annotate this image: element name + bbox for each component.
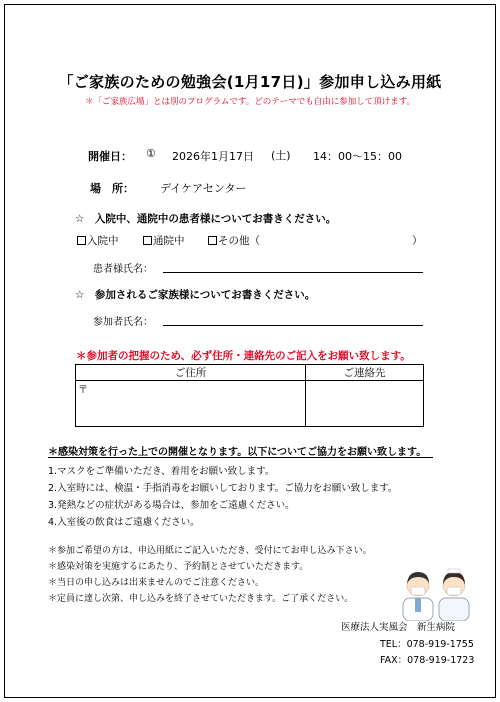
contact-required-note: ＊参加者の把握のため、必ず住所・連絡先のご記入をお願い致します。: [76, 350, 411, 362]
infection-item: 4.入室後の飲食はご遠慮ください。: [48, 517, 200, 528]
postal-mark: 〒: [78, 385, 88, 396]
infection-item: 2.入室時には、検温・手指消毒をお願いしております。ご協力をお願い致します。: [48, 483, 398, 494]
date-label: 開催日：: [88, 150, 132, 163]
participant-name-label: 参加者氏名：: [93, 317, 153, 328]
infection-divider: [48, 457, 433, 458]
other-checkbox[interactable]: [208, 236, 217, 245]
hospital-tel: TEL：078-919-1755: [380, 639, 474, 650]
date-value: 2026年1月17日: [172, 150, 254, 163]
patient-name-field[interactable]: [163, 272, 423, 273]
address-contact-table: [75, 364, 424, 427]
form-title: 「ご家族のための勉強会(1月17日)」参加申し込み用紙: [58, 73, 442, 91]
date-marker: ①: [146, 147, 156, 160]
participant-name-field[interactable]: [163, 325, 423, 326]
option-outpatient[interactable]: 通院中: [143, 233, 185, 248]
patient-name-label: 患者様氏名：: [93, 264, 153, 275]
contact-cell[interactable]: [306, 381, 424, 427]
same-day-note: ＊当日の申し込みは出来ませんのでご注意ください。: [48, 578, 265, 588]
inpatient-checkbox[interactable]: [77, 236, 86, 245]
infection-heading: ＊感染対策を行った上での開催となります。以下についてご協力をお願い致します。: [48, 447, 427, 458]
date-weekday: (土): [271, 149, 291, 162]
other-close-paren: ）: [412, 235, 423, 247]
hospital-fax: FAX：078-919-1723: [380, 655, 475, 666]
option-other[interactable]: その他（: [208, 233, 260, 248]
doctor-and-nurse-illustration: [398, 565, 474, 621]
place-value: デイケアセンター: [160, 182, 247, 195]
patient-section-heading: ☆ 入院中、通院中の患者様についてお書きください。: [75, 213, 337, 225]
contact-header: ご連絡先: [306, 365, 424, 381]
hospital-name: 医療法人実風会 新生病院: [341, 622, 456, 633]
reservation-note: ＊感染対策を実施するにあたり、予約制とさせていただきます。: [48, 562, 309, 572]
address-cell[interactable]: [76, 381, 306, 427]
address-header: ご住所: [76, 365, 306, 381]
outpatient-checkbox[interactable]: [143, 236, 152, 245]
infection-item: 3.発熱などの症状がある場合は、参加をご遠慮ください。: [48, 500, 295, 511]
application-note: ＊参加ご希望の方は、申込用紙にご記入いただき、受付にてお申し込み下さい。: [48, 546, 372, 556]
date-time: 14：00～15：00: [313, 150, 402, 163]
infection-item: 1.マスクをご準備いただき、着用をお願い致します。: [48, 466, 275, 477]
program-note: ＊「ご家族広場」とは別のプログラムです。どのテーマでも自由に参加して頂けます。: [84, 97, 416, 107]
place-label: 場 所：: [90, 182, 134, 195]
capacity-note: ＊定員に達し次第、申し込みを終了させていただきます。ご了承ください。: [48, 594, 354, 604]
family-section-heading: ☆ 参加されるご家族様についてお書きください。: [75, 289, 316, 301]
option-inpatient[interactable]: 入院中: [77, 233, 119, 248]
